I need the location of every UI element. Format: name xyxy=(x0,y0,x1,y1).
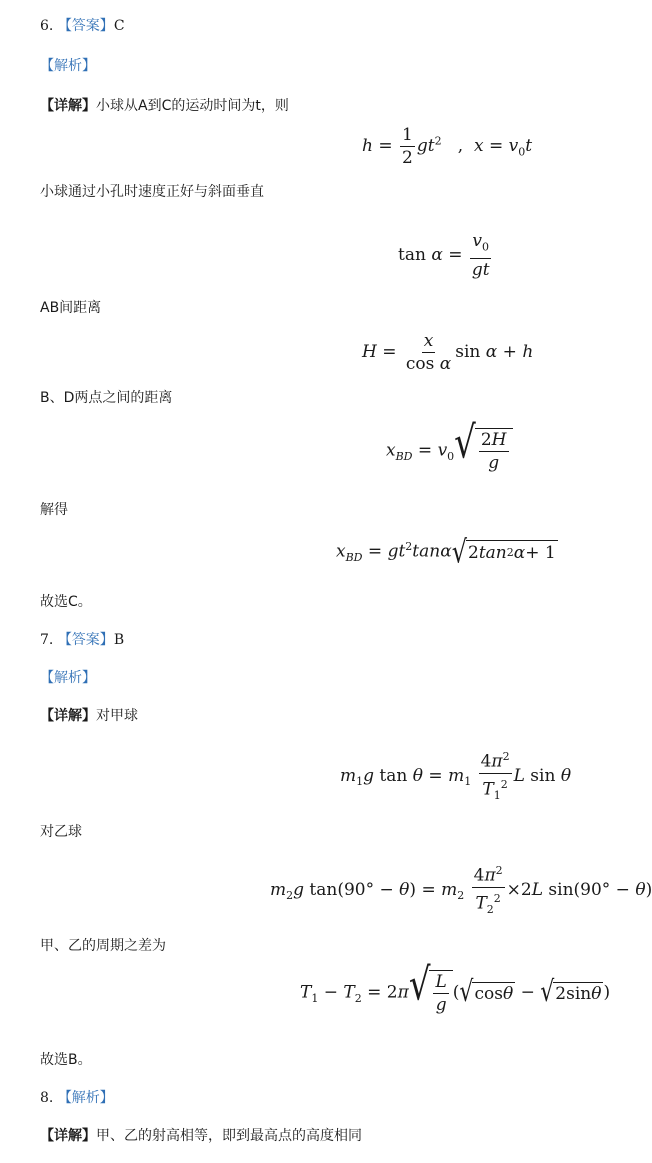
q6-conclusion: 故选C。 xyxy=(40,594,92,610)
q7-text2: 对乙球 xyxy=(40,824,82,840)
q7-eq1: $m_1g$ $\tan \theta = m_1$ $\frac{4\pi^2}{T_1^2}$ L sin θ xyxy=(340,746,571,807)
q7-number: 7. xyxy=(40,632,54,648)
q6-answer: C xyxy=(113,18,125,34)
q7-conclusion: 故选B。 xyxy=(40,1052,92,1068)
q6-answer-line xyxy=(40,16,125,36)
q7-eq2: $m_2g$ $\tan(90^\circ - \theta) = m_2$ $\frac{4\pi^2}{T_2^2}$ ×2L sin(90° − θ) xyxy=(270,860,652,921)
q7-analysis-tag: 【解析】 xyxy=(40,670,96,686)
q6-eq3: H = $\frac{x}{\text{cos α}}$ sin α + h xyxy=(362,331,534,374)
q8-detail-text: 甲、乙的射高相等，即到最高点的高度相同 xyxy=(96,1128,362,1144)
q7-eq3: $T_1 - T_2 = 2\pi$ √ $\frac{L}{g}$ ( √ cos θ − √ 2sin θ ) xyxy=(300,959,611,1015)
q6-eq2: tan α = $\frac{v_0}{gt}$ xyxy=(398,231,490,281)
q8-analysis-line xyxy=(40,1088,114,1108)
q6-text5: 解得 xyxy=(40,502,68,518)
q7-answer-tag: 【答案】 xyxy=(57,632,114,648)
q8-detail-line xyxy=(40,1126,362,1146)
q7-text3: 甲、乙的周期之差为 xyxy=(40,938,166,954)
q6-detail-text: 小球从A到C的运动时间为t，则 xyxy=(96,98,289,114)
q6-text4: B、D两点之间的距离 xyxy=(40,390,173,406)
q6-eq4: $x_{BD} = v_0$ √ $\frac{2H}{g}$ xyxy=(386,428,513,474)
q7-detail-tag: 【详解】 xyxy=(40,708,96,724)
q6-eq1: h = $\frac{1}{2}$ $gt^2$ , $x = v_0t$ xyxy=(362,125,533,168)
q7-detail-text: 对甲球 xyxy=(96,708,138,724)
q6-detail-tag: 【详解】 xyxy=(40,98,96,114)
q6-number: 6. xyxy=(40,18,54,34)
q6-answer-tag: 【答案】 xyxy=(57,18,114,34)
q6-detail-line xyxy=(40,96,289,116)
q6-eq5: $x_{BD} = gt^2\tan\alpha$ √ 2 tan 2 α + 1 xyxy=(336,533,556,571)
q7-answer: B xyxy=(113,632,125,648)
q8-detail-tag: 【详解】 xyxy=(40,1128,96,1144)
q7-answer-line xyxy=(40,630,124,650)
q6-text3: AB间距离 xyxy=(40,300,102,316)
q8-analysis-tag: 【解析】 xyxy=(57,1090,114,1106)
q7-detail-line xyxy=(40,706,138,726)
q6-text2: 小球通过小孔时速度正好与斜面垂直 xyxy=(40,184,264,200)
q8-number: 8. xyxy=(40,1090,54,1106)
q6-analysis-tag: 【解析】 xyxy=(40,58,96,74)
